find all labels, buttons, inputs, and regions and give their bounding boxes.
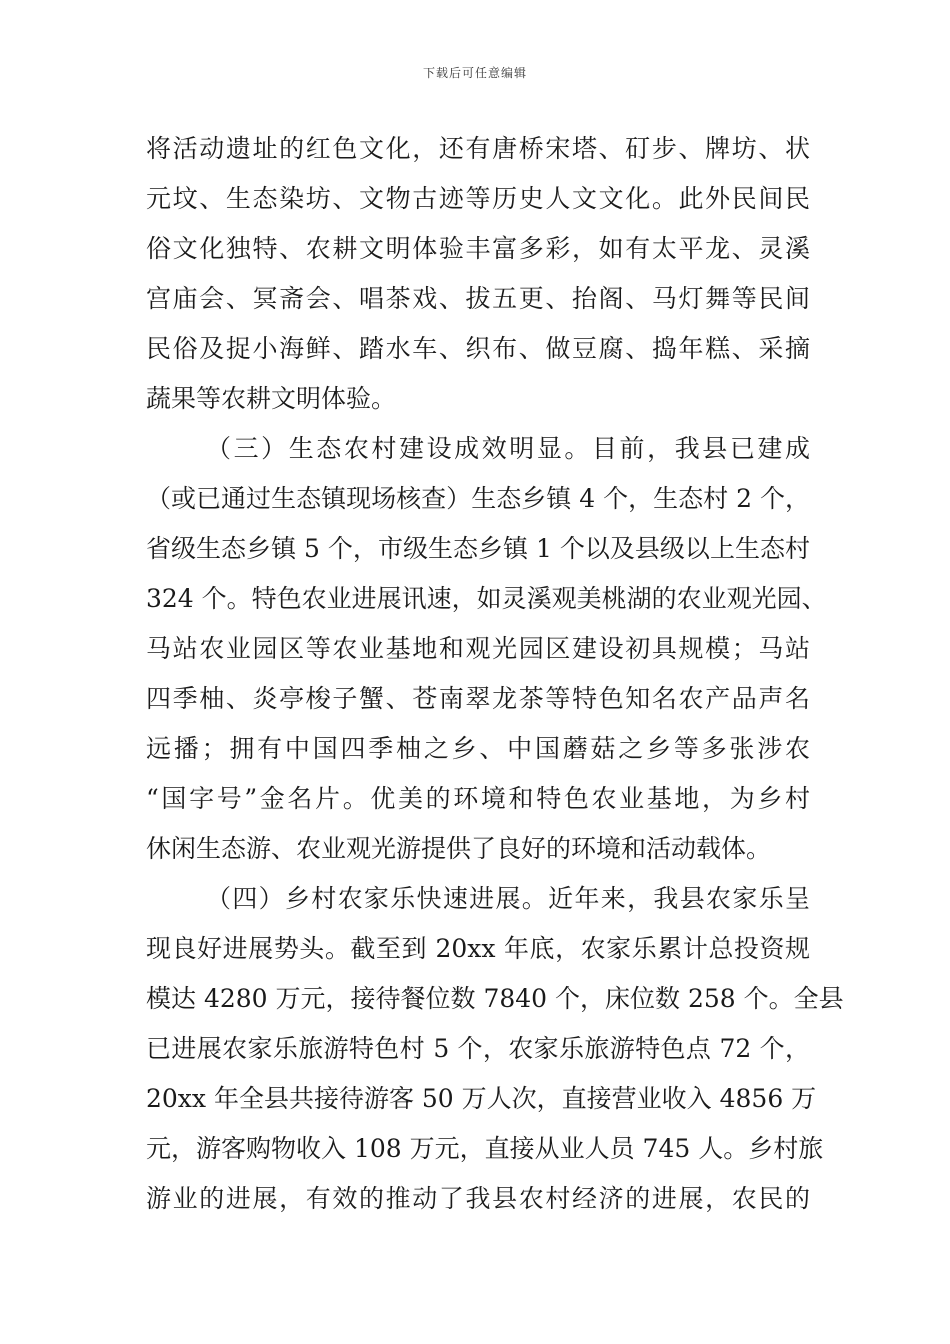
text-line: 远播；拥有中国四季柚之乡、中国蘑菇之乡等多张涉农 [146,734,810,763]
text-line: 四季柚、炎亭梭子蟹、苍南翠龙茶等特色知名农产品声名 [146,684,810,713]
text-line: （或已通过生态镇现场核查）生态乡镇 4 个，生态村 2 个， [146,484,810,513]
text-line: 游业的进展，有效的推动了我县农村经济的进展，农民的 [146,1184,810,1213]
text-line: 将活动遗址的红色文化，还有唐桥宋塔、矴步、牌坊、状 [146,134,810,163]
text-line: 元，游客购物收入 108 万元，直接从业人员 745 人。乡村旅 [146,1134,824,1163]
text-line: 蔬果等农耕文明体验。 [146,384,397,413]
paragraph [146,424,827,874]
text-line: （三）生态农村建设成效明显。目前，我县已建成 [206,434,810,463]
paragraph [146,124,810,424]
document-body [146,124,844,1224]
text-line: 已进展农家乐旅游特色村 5 个，农家乐旅游特色点 72 个， [146,1034,810,1063]
text-line: 休闲生态游、农业观光游提供了良好的环境和活动载体。 [146,834,772,863]
text-line: 俗文化独特、农耕文明体验丰富多彩，如有太平龙、灵溪 [146,234,810,263]
text-line: （四）乡村农家乐快速进展。近年来，我县农家乐呈 [206,884,810,913]
text-line: 宫庙会、冥斋会、唱茶戏、拔五更、抬阁、马灯舞等民间 [146,284,810,313]
text-line: 马站农业园区等农业基地和观光园区建设初具规模；马站 [146,634,810,663]
text-line: 民俗及捉小海鲜、踏水车、织布、做豆腐、捣年糕、采摘 [146,334,810,363]
text-line: 324 个。特色农业进展讯速，如灵溪观美桃湖的农业观光园、 [146,584,827,613]
text-line: 省级生态乡镇 5 个，市级生态乡镇 1 个以及县级以上生态村 [146,534,810,563]
paragraph [146,874,844,1224]
text-line: 20xx 年全县共接待游客 50 万人次，直接营业收入 4856 万 [146,1084,817,1113]
text-line: 元坟、生态染坊、文物古迹等历史人文文化。此外民间民 [146,184,810,213]
page-header: 下载后可任意编辑 [422,66,527,80]
text-line: 现良好进展势头。截至到 20xx 年底，农家乐累计总投资规 [146,934,810,963]
text-line: “国字号”金名片。优美的环境和特色农业基地，为乡村 [146,784,810,813]
text-line: 模达 4280 万元，接待餐位数 7840 个，床位数 258 个。全县 [146,984,844,1013]
